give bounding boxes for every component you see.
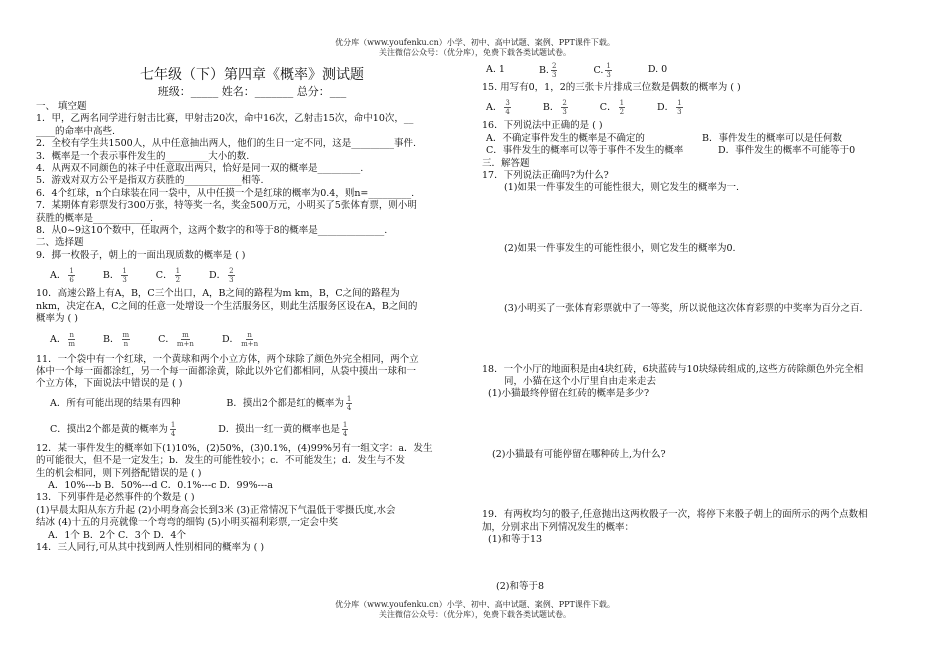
- fraction: $\frac{1}{3}$: [606, 61, 611, 79]
- question-19-part-2: (2)和等于8: [496, 580, 545, 592]
- answer-space: [482, 401, 922, 449]
- answer-space: [482, 461, 922, 509]
- question-6: 6．4个红球，n个白球装在同一袋中，从中任摸一个是红球的概率为0.4，则n=_________.: [36, 187, 415, 199]
- fraction: $\frac{1}{4}$: [170, 421, 176, 439]
- question-3: 3．概率是一个表示事件发生的_________大小的数.: [36, 150, 250, 162]
- q10-option-d: D． $\frac{n}{m+n}$: [221, 331, 259, 348]
- fraction: $\frac{1}{4}$: [346, 395, 352, 413]
- question-16-options-cd: [482, 145, 922, 157]
- question-12-line-1: 12．某一事件发生的概率如下(1)10%，(2)50%，(3)0.1%，(4)99%另有一组文字：a．发生: [36, 442, 433, 454]
- question-11-options-ab: [36, 391, 468, 417]
- question-13-options: A．1个 B．2个 C．3个 D．4个: [48, 529, 186, 541]
- question-10-line-2: nkm，决定在A，C之间的任意一处增设一个生活服务区，则此生活服务区设在A，B之间的: [36, 300, 418, 312]
- header-line-2: 关注微信公众号：（优分库），免费下载各类试题试卷。: [379, 48, 571, 57]
- fraction: $\frac{2}{3}$: [551, 61, 557, 79]
- student-info-line: 班级：_____ 姓名：_______ 总分：___: [157, 85, 347, 98]
- question-16-options-ab: [482, 133, 922, 145]
- q10-option-b: B． $\frac{m}{n}$: [103, 331, 130, 348]
- fraction: $\frac{m}{m+n}$: [176, 331, 194, 348]
- question-13-line-3: 结冰 (4)十五的月亮就像一个弯弯的细钩 (5)小明买福利彩票,一定会中奖: [36, 517, 338, 529]
- question-11-line-3: 个立方体，下面说法中错误的是 ( ): [36, 378, 183, 390]
- q16-option-b: B．事件发生的概率可以是任何数: [702, 132, 842, 144]
- fraction: $\frac{1}{6}$: [69, 266, 74, 284]
- q16-option-c: C．事件发生的概率可以等于事件不发生的概率: [486, 145, 684, 157]
- header-line-1: 优分库（www.youfenku.cn）小学、初中、高中试题、案例、PPT课件下载。: [335, 38, 615, 47]
- question-17-part-3: (3)小明买了一张体育彩票就中了一等奖，所以说他这次体育彩票的中奖率为百分之百.: [504, 303, 863, 315]
- question-15: 15. 用写有0，1，2的三张卡片排成三位数是偶数的概率为 ( ): [482, 82, 741, 93]
- answer-space: [482, 195, 922, 243]
- question-10-line-3: 概率为 ( ): [36, 313, 78, 325]
- question-18-line-1: 18．一个小厅的地面积是由4块红砖，6块蓝砖与10块绿砖组成的,这些方砖除颜色外完全相: [482, 363, 864, 375]
- question-12-options: A．10%---b B．50%---d C．0.1%---c D．99%---a: [48, 479, 273, 491]
- footer-line-1: 优分库（www.youfenku.cn）小学、初中、高中试题、案例、PPT课件下载。: [335, 600, 615, 609]
- question-14-options: [482, 58, 922, 82]
- q10-option-c: C． $\frac{m}{m+n}$: [158, 331, 194, 348]
- q16-option-d: D．事件发生的概率不可能等于0: [718, 145, 856, 157]
- q15-option-a: A． $\frac{3}{4}$: [486, 98, 510, 116]
- section-answer-heading: 三．解答题: [482, 157, 530, 169]
- fraction: $\frac{n}{m+n}$: [241, 331, 259, 348]
- question-19-line-2: 加，分别求出下列情况发生的概率：: [482, 521, 635, 533]
- q14-option-c: C. $\frac{1}{3}$: [593, 61, 611, 79]
- question-17: 17．下列说法正确吗?为什么?: [482, 170, 609, 182]
- question-17-part-1: (1)如果一件事发生的可能性很大，则它发生的概率为一.: [504, 182, 739, 194]
- fraction: $\frac{2}{3}$: [562, 98, 567, 116]
- fraction: $\frac{1}{3}$: [677, 98, 682, 116]
- question-10-line-1: 10．高速公路上有A，B，C三个出口，A，B之间的路程为m km，B，C之间的路程为: [36, 288, 400, 300]
- q11-option-b: B．摸出2个都是红的概率为 $\frac{1}{4}$: [226, 395, 352, 413]
- question-4: 4．从两双不同颜色的袜子中任意取出两只，恰好是同一双的概率是_________.: [36, 163, 364, 175]
- section-fill-in-heading: 一、 填空题: [36, 101, 87, 112]
- q16-option-a: A．不确定事件发生的概率是不确定的: [486, 132, 645, 144]
- footer-line-2: 关注微信公众号：（优分库），免费下载各类试题试卷。: [379, 610, 571, 619]
- fraction: $\frac{1}{3}$: [122, 266, 127, 284]
- question-15-options: [482, 94, 922, 120]
- question-18-line-2: 同，小猫在这个小厅里自由走来走去: [504, 376, 657, 388]
- fraction: $\frac{1}{2}$: [619, 98, 625, 116]
- q14-option-d: D. 0: [647, 63, 668, 75]
- page-header: [0, 38, 950, 58]
- q15-option-b: B． $\frac{2}{3}$: [542, 98, 567, 116]
- fraction: $\frac{1}{2}$: [175, 266, 181, 284]
- question-12-line-2: 的可能很大，但不是一定发生；b．发生的可能性较小；c．不可能发生；d．发生与不发: [36, 455, 405, 467]
- fraction: $\frac{2}{3}$: [229, 266, 234, 284]
- question-9-options: [36, 262, 468, 288]
- question-14: 14．三人同行,可从其中找到两人性别相同的概率为 ( ): [36, 541, 265, 553]
- page-footer: [0, 600, 950, 620]
- answer-space: [482, 316, 922, 364]
- question-8: 8．从0~9这10个数中，任取两个，这两个数字的和等于8的概率是______________.: [36, 225, 388, 237]
- question-9: 9．掷一枚骰子，朝上的一面出现质数的概率是 ( ): [36, 249, 246, 261]
- q9-option-a: A． $\frac{1}{6}$: [50, 266, 74, 284]
- question-1-line-2: ____的命率中高些.: [36, 125, 116, 137]
- fraction: $\frac{1}{4}$: [342, 421, 348, 439]
- q11-option-a: A．所有可能出现的结果有四种: [50, 397, 181, 409]
- q14-option-a: A. 1: [486, 63, 505, 75]
- question-7-line-2: 获胜的概率是____________.: [36, 212, 154, 224]
- question-11-line-2: 体中一个每一面都涂红，另一个每一面都涂黄，除此以外它们都相同，从袋中摸出一球和一: [36, 365, 417, 377]
- question-19-line-1: 19．有两枚均匀的骰子,任意抛出这两枚骰子一次，将停下来骰子朝上的面所示的两个点数相: [482, 509, 868, 521]
- question-7-line-1: 7．某期体育彩票发行300万张，特等奖一名，奖金500万元，小明买了5张体育票，则小明: [36, 200, 417, 212]
- fraction: $\frac{3}{4}$: [505, 98, 510, 116]
- question-5: 5．游戏对双方公平是指双方获胜的____________相等.: [36, 175, 264, 187]
- fraction: $\frac{m}{n}$: [122, 331, 130, 348]
- q9-option-c: C． $\frac{1}{2}$: [155, 266, 181, 284]
- q11-option-d: D．摸出一红一黄的概率也是 $\frac{1}{4}$: [218, 421, 348, 439]
- q15-option-c: C． $\frac{1}{2}$: [599, 98, 625, 116]
- q10-option-a: A． $\frac{n}{m}$: [50, 331, 76, 348]
- fraction: $\frac{n}{m}$: [68, 331, 76, 348]
- question-18-part-2: (2)小猫最有可能停留在哪种砖上,为什么?: [492, 448, 666, 460]
- question-10-options: [36, 326, 468, 354]
- question-16: 16．下列说法中正确的是 ( ): [482, 120, 603, 132]
- question-13-line-1: 13．下列事件是必然事件的个数是 ( ): [36, 492, 195, 504]
- left-column: [36, 58, 468, 554]
- q14-option-b: B. $\frac{2}{3}$: [538, 61, 557, 79]
- exam-title: 七年级（下）第四章《概率》测试题: [140, 67, 364, 83]
- question-11-line-1: 11．一个袋中有一个红球，一个黄球和两个小立方体，两个球除了颜色外完全相同，两个立: [36, 353, 419, 365]
- answer-space: [482, 255, 922, 303]
- question-12-line-3: 生的机会相同，则下列搭配错误的是 ( ): [36, 467, 202, 479]
- question-18-part-1: (1)小猫最终停留在红砖的概率是多少?: [488, 388, 650, 400]
- question-13-line-2: (1)早晨太阳从东方升起 (2)小明身高会长到3米 (3)正常情况下气温低于零摄氏度,水会: [36, 504, 396, 516]
- question-1-line-1: 1．甲，乙两名同学进行射击比赛，甲射击20次，命中16次，乙射击15次，命中10次，__: [36, 113, 414, 125]
- question-11-options-cd: [36, 417, 468, 443]
- q15-option-d: D． $\frac{1}{3}$: [657, 98, 682, 116]
- q11-option-c: C．摸出2个都是黄的概率为 $\frac{1}{4}$: [50, 421, 176, 439]
- answer-space: [482, 547, 922, 581]
- question-17-part-2: (2)如果一件事发生的可能性很小，则它发生的概率为0.: [504, 242, 736, 254]
- q9-option-d: D． $\frac{2}{3}$: [209, 266, 234, 284]
- q9-option-b: B． $\frac{1}{3}$: [102, 266, 127, 284]
- section-choice-heading: 二、选择题: [36, 237, 84, 249]
- question-2: 2．全校有学生共1500人，从中任意抽出两人，他们的生日一定不同，这是_________事件.: [36, 138, 416, 150]
- right-column: [482, 58, 922, 593]
- question-19-part-1: (1)和等于13: [488, 534, 543, 546]
